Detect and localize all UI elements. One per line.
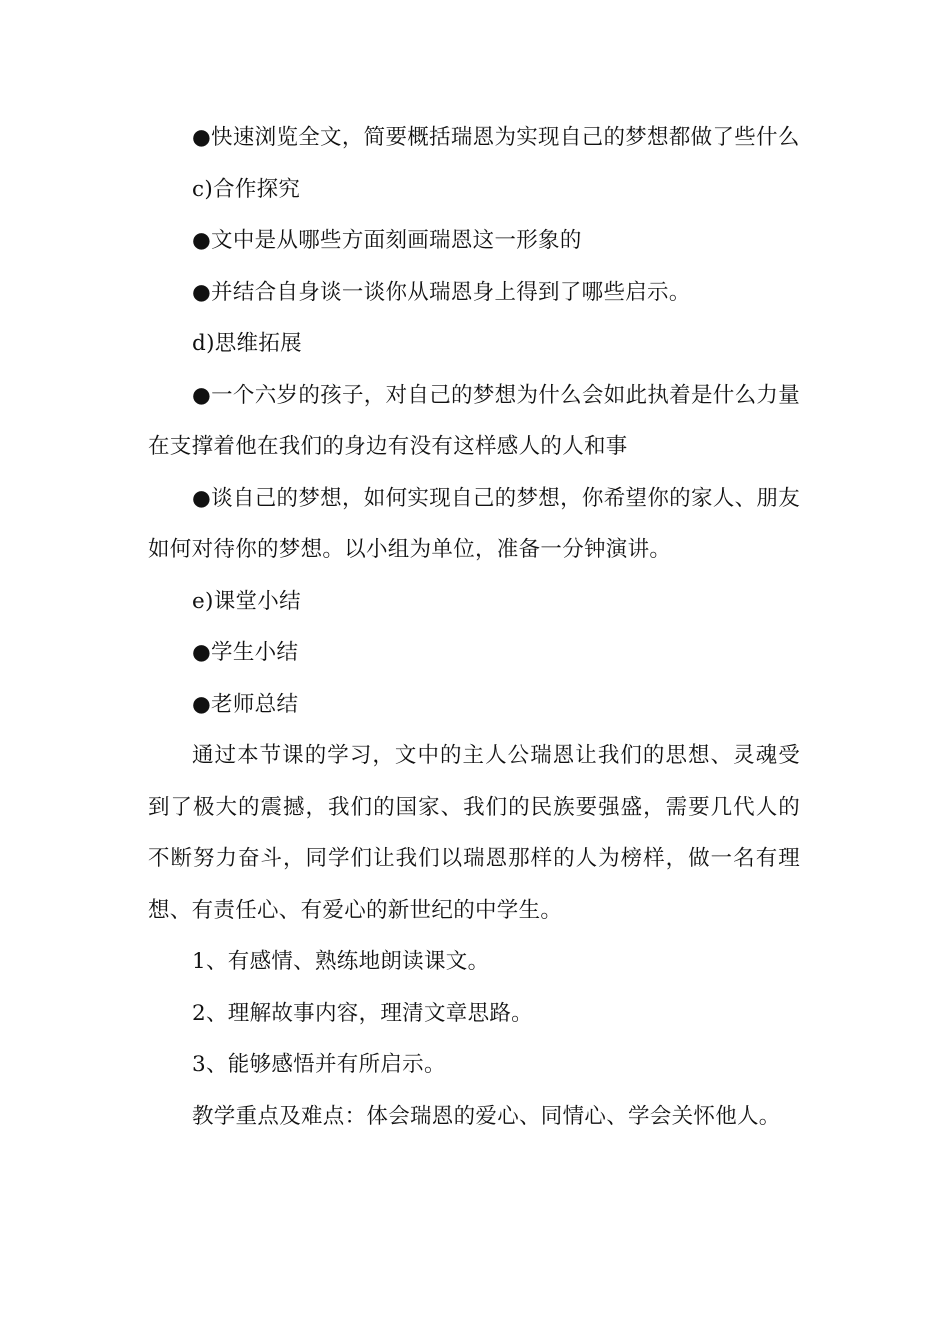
paragraph-inspiration-question: ●并结合自身谈一谈你从瑞恩身上得到了哪些启示。 (192, 279, 691, 305)
section-heading-cooperative-inquiry: c)合作探究 (192, 176, 301, 202)
document-body (148, 112, 800, 1142)
paragraph-key-difficulties: 教学重点及难点：体会瑞恩的爱心、同情心、学会关怀他人。 (192, 1103, 781, 1129)
paragraph-portrayal-question: ●文中是从哪些方面刻画瑞恩这一形象的 (192, 228, 582, 253)
paragraph-conclusion: 通过本节课的学习，文中的主人公瑞恩让我们的思想、灵魂受到了极大的震撼，我们的国家、我们的民族要强盛，需要几代人的不断努力奋斗，同学们让我们以瑞恩那样的人为榜样，做一名有理想、有责任心、有爱心的新世纪的中学生。 (148, 743, 800, 923)
paragraph-teacher-summary: ●老师总结 (192, 691, 299, 717)
section-heading-thinking-extension: d)思维拓展 (192, 331, 302, 356)
paragraph-student-summary: ●学生小结 (192, 640, 299, 665)
paragraph-persistence-question: ●一个六岁的孩子，对自己的梦想为什么会如此执着是什么力量在支撑着他在我们的身边有没有这样感人的人和事 (148, 382, 800, 459)
objective-item-3: 3、能够感悟并有所启示。 (192, 1052, 446, 1077)
objective-item-2: 2、理解故事内容，理清文章思路。 (192, 1000, 533, 1026)
paragraph-summary-task: ●快速浏览全文，简要概括瑞恩为实现自己的梦想都做了些什么 (192, 125, 800, 150)
objective-item-1: 1、有感情、熟练地朗读课文。 (192, 949, 490, 974)
section-heading-class-summary: e)课堂小结 (192, 588, 301, 614)
paragraph-dream-speech-task: ●谈自己的梦想，如何实现自己的梦想，你希望你的家人、朋友如何对待你的梦想。以小组为单位，准备一分钟演讲。 (148, 485, 800, 562)
